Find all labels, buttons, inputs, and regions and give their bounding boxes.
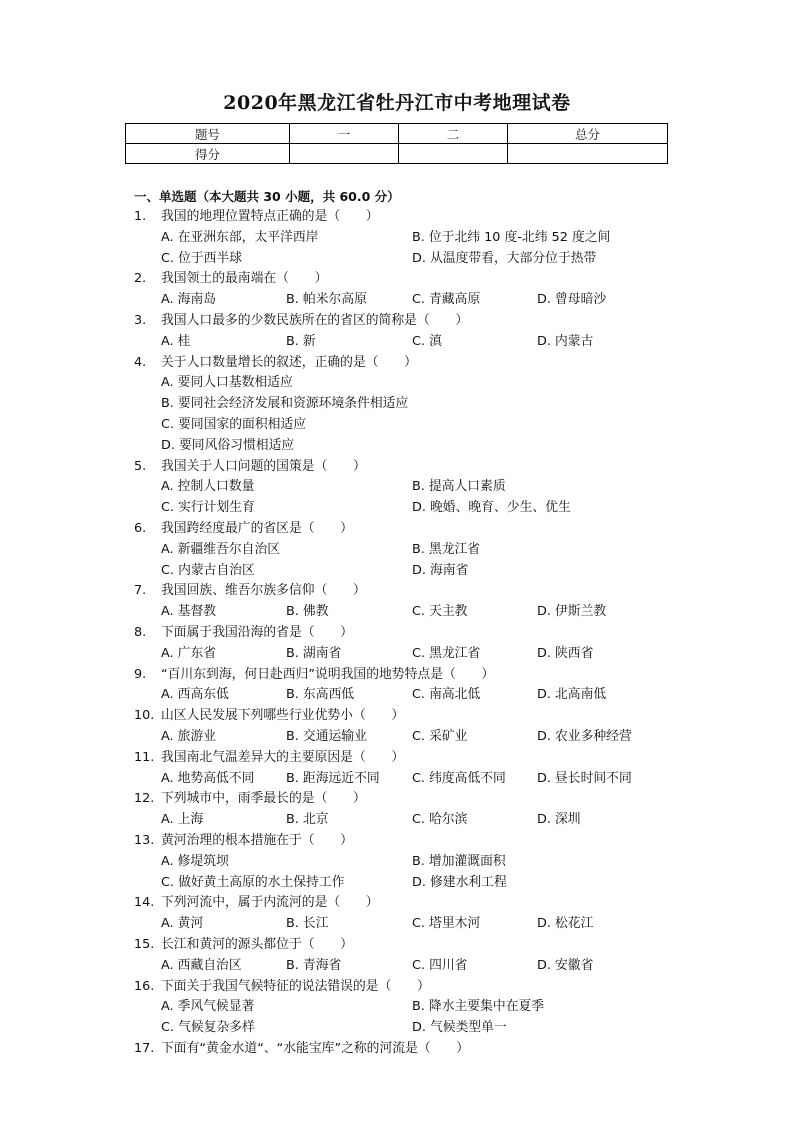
question-number: 15. [134, 937, 155, 952]
answer-option[interactable]: C. 做好黄土高原的水土保持工作 [161, 874, 345, 890]
answer-option[interactable]: D. 内蒙古 [537, 333, 594, 349]
question-number: 7. [134, 583, 147, 599]
answer-option[interactable]: B. 新 [286, 333, 316, 349]
answer-option[interactable]: D. 从温度带看，大部分位于热带 [412, 250, 597, 266]
question-number: 11. [134, 749, 155, 765]
score-table-row-label: 得分 [126, 144, 290, 164]
answer-option[interactable]: B. 黑龙江省 [412, 541, 481, 557]
question-text: 长江和黄河的源头都位于（ ） [161, 937, 353, 952]
answer-option[interactable]: B. 要同社会经济发展和资源环境条件相适应 [161, 396, 409, 412]
answer-option[interactable]: D. 海南省 [412, 562, 469, 578]
answer-option[interactable]: C. 塔里木河 [412, 916, 481, 932]
answer-option[interactable]: C. 纬度高低不同 [412, 770, 506, 786]
answer-option[interactable]: D. 气候类型单一 [412, 1020, 507, 1036]
question-number: 1. [134, 209, 147, 224]
answer-option[interactable]: B. 位于北纬 10 度-北纬 52 度之间 [412, 229, 611, 245]
answer-option[interactable]: C. 哈尔滨 [412, 812, 468, 828]
answer-option[interactable]: A. 海南岛 [161, 292, 217, 308]
question-text: “百川东到海，何日赴西归”说明我国的地势特点是（ ） [161, 666, 495, 682]
answer-option[interactable]: A. 西高东低 [161, 687, 229, 703]
question-text: 黄河治理的根本措施在于（ ） [161, 833, 353, 848]
answer-option[interactable]: B. 帕米尔高原 [286, 292, 367, 308]
answer-option[interactable]: B. 东高西低 [286, 687, 355, 703]
question-text: 下列河流中，属于内流河的是（ ） [161, 895, 379, 911]
answer-option[interactable]: C. 滇 [412, 333, 442, 349]
question-text: 下列城市中，雨季最长的是（ ） [161, 791, 366, 807]
answer-option[interactable]: D. 晚婚、晚育、少生、优生 [412, 500, 571, 516]
answer-option[interactable]: B. 佛教 [286, 604, 329, 620]
answer-option[interactable]: D. 深圳 [537, 812, 581, 828]
answer-option[interactable]: A. 季风气候显著 [161, 999, 255, 1015]
answer-option[interactable]: A. 桂 [161, 333, 191, 349]
answer-option[interactable]: B. 青海省 [286, 957, 342, 973]
answer-option[interactable]: C. 青藏高原 [412, 292, 481, 308]
answer-option[interactable]: D. 农业多种经营 [537, 729, 632, 744]
answer-option[interactable]: C. 位于西半球 [161, 250, 243, 266]
question-number: 17. [134, 1041, 155, 1056]
answer-option[interactable]: A. 控制人口数量 [161, 479, 255, 495]
question-text: 我国人口最多的少数民族所在的省区的简称是（ ） [161, 313, 469, 328]
answer-option[interactable]: A. 要同人口基数相适应 [161, 375, 293, 391]
answer-option[interactable]: B. 距海远近不同 [286, 770, 380, 786]
answer-option[interactable]: D. 松花江 [537, 916, 594, 932]
answer-option[interactable]: B. 湖南省 [286, 645, 342, 661]
question-text: 下面属于我国沿海的省是（ ） [161, 625, 353, 640]
question-number: 13. [134, 833, 155, 848]
answer-option[interactable]: D. 陕西省 [537, 645, 594, 661]
question-number: 8. [134, 625, 147, 640]
question-number: 6. [134, 521, 147, 536]
answer-option[interactable]: D. 要同风俗习惯相适应 [161, 437, 295, 453]
score-table-header-cell: 总分 [508, 124, 668, 144]
answer-option[interactable]: C. 气候复杂多样 [161, 1020, 255, 1036]
answer-option[interactable]: D. 曾母暗沙 [537, 292, 607, 308]
answer-option[interactable]: B. 增加灌溉面积 [412, 853, 506, 869]
answer-option[interactable]: D. 昼长时间不同 [537, 770, 632, 786]
answer-option[interactable]: B. 长江 [286, 916, 329, 932]
answer-option[interactable]: B. 降水主要集中在夏季 [412, 999, 545, 1015]
question-number: 3. [134, 313, 147, 328]
answer-option[interactable]: A. 地势高低不同 [161, 770, 255, 786]
answer-option[interactable]: C. 黑龙江省 [412, 645, 481, 661]
question-text: 我国南北气温差异大的主要原因是（ ） [161, 749, 405, 765]
question-text: 关于人口数量增长的叙述，正确的是（ ） [161, 354, 417, 370]
answer-option[interactable]: D. 北高南低 [537, 687, 607, 703]
answer-option[interactable]: A. 黄河 [161, 916, 204, 932]
question-number: 5. [134, 458, 147, 474]
answer-option[interactable]: A. 西藏自治区 [161, 957, 242, 973]
question-text: 我国关于人口问题的国策是（ ） [161, 458, 366, 474]
answer-option[interactable]: D. 安徽省 [537, 957, 594, 973]
question-text: 下面关于我国气候特征的说法错误的是（ ） [161, 978, 430, 994]
answer-option[interactable]: C. 采矿业 [412, 729, 468, 744]
answer-option[interactable]: C. 内蒙古自治区 [161, 562, 255, 578]
question-number: 9. [134, 666, 147, 682]
answer-option[interactable]: D. 伊斯兰教 [537, 604, 607, 620]
answer-option[interactable]: A. 基督教 [161, 604, 217, 620]
answer-option[interactable]: A. 在亚洲东部，太平洋西岸 [161, 229, 319, 245]
question-number: 12. [134, 791, 155, 807]
question-number: 14. [134, 895, 155, 911]
question-number: 16. [134, 978, 155, 994]
question-text: 下面有“黄金水道“、“水能宝库”之称的河流是（ ） [161, 1041, 470, 1056]
score-table-header-cell: 题号 [126, 124, 290, 144]
answer-option[interactable]: B. 交通运输业 [286, 729, 367, 744]
score-table-header-cell: 一 [290, 124, 399, 144]
question-number: 2. [134, 271, 147, 287]
answer-option[interactable]: A. 修堤筑坝 [161, 853, 229, 869]
section-title: 一、单选题（本大题共 30 小题，共 60.0 分） [134, 189, 400, 204]
answer-option[interactable]: C. 要同国家的面积相适应 [161, 417, 307, 432]
question-text: 我国的地理位置特点正确的是（ ） [161, 209, 379, 224]
question-text: 我国回族、维吾尔族多信仰（ ） [161, 583, 366, 599]
exam-title: 2020年黑龙江省牡丹江市中考地理试卷 [223, 92, 571, 114]
question-text: 山区人民发展下列哪些行业优势小（ ） [161, 708, 405, 724]
score-table-header-cell: 二 [399, 124, 508, 144]
answer-option[interactable]: A. 旅游业 [161, 729, 217, 744]
answer-option[interactable]: A. 广东省 [161, 645, 217, 661]
answer-option[interactable]: C. 四川省 [412, 957, 468, 973]
question-number: 4. [134, 354, 147, 370]
question-text: 我国领土的最南端在（ ） [161, 271, 328, 287]
answer-option[interactable]: C. 实行计划生育 [161, 500, 255, 516]
question-number: 10. [134, 708, 155, 724]
answer-option[interactable]: A. 新疆维吾尔自治区 [161, 541, 281, 557]
answer-option[interactable]: B. 提高人口素质 [412, 479, 506, 495]
question-text: 我国跨经度最广的省区是（ ） [161, 521, 353, 536]
answer-option[interactable]: C. 天主教 [412, 604, 468, 620]
answer-option[interactable]: C. 南高北低 [412, 687, 481, 703]
answer-option[interactable]: D. 修建水利工程 [412, 874, 507, 890]
answer-option[interactable]: B. 北京 [286, 812, 329, 828]
answer-option[interactable]: A. 上海 [161, 812, 204, 828]
